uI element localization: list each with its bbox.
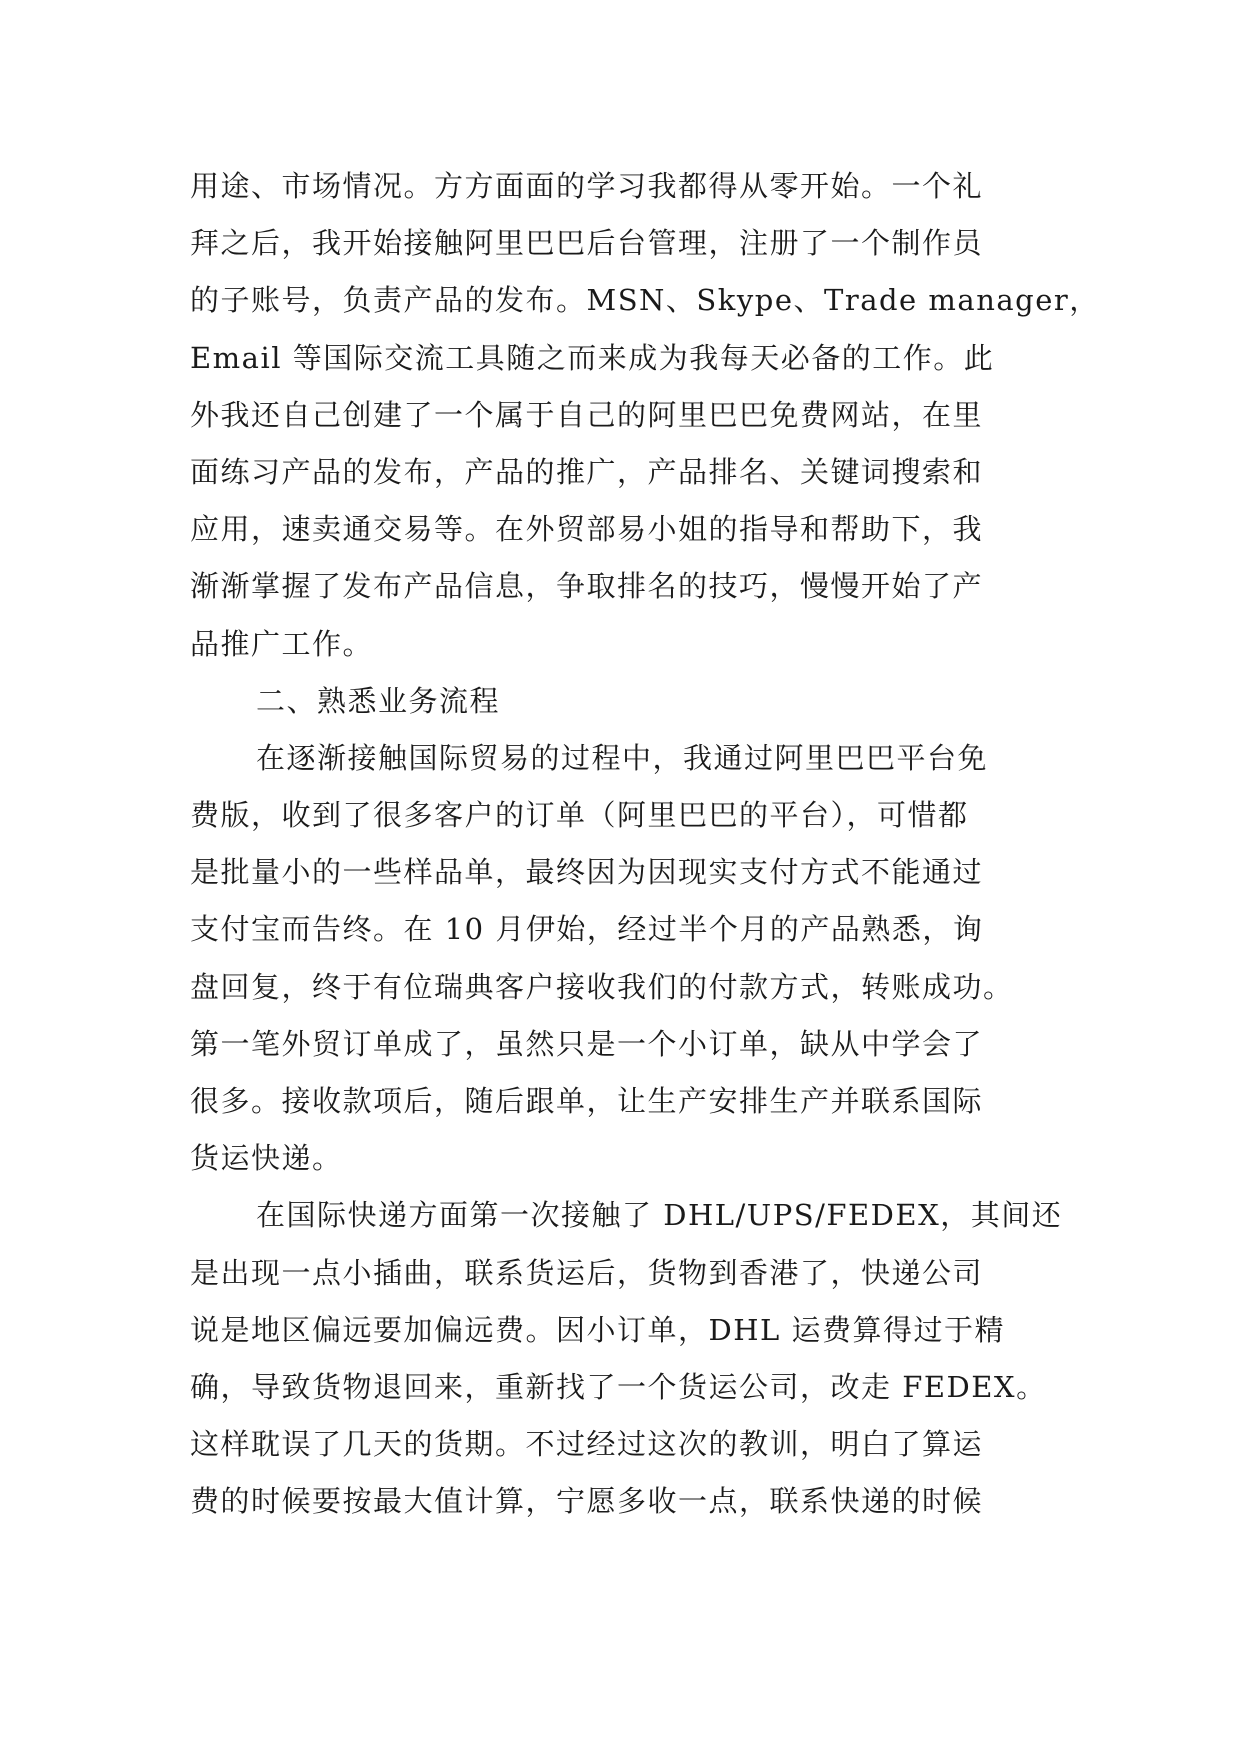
text-line: 费的时候要按最大值计算，宁愿多收一点，联系快递的时候 bbox=[190, 1484, 984, 1519]
text-line: 货运快递。 bbox=[190, 1141, 343, 1176]
text-line: 品推广工作。 bbox=[190, 626, 374, 661]
text-line: 说是地区偏远要加偏远费。因小订单，DHL 运费算得过于精 bbox=[190, 1312, 1006, 1347]
text-line: Email 等国际交流工具随之而来成为我每天必备的工作。此 bbox=[190, 340, 995, 375]
text-line: 确，导致货物退回来，重新找了一个货运公司，改走 FEDEX。 bbox=[190, 1369, 1047, 1404]
text-line: 很多。接收款项后，随后跟单，让生产安排生产并联系国际 bbox=[190, 1084, 984, 1118]
text-line: 用途、市场情况。方方面面的学习我都得从零开始。一个礼 bbox=[190, 169, 984, 203]
text-line: 在逐渐接触国际贸易的过程中，我通过阿里巴巴平台免 bbox=[256, 740, 989, 775]
text-line: 应用，速卖通交易等。在外贸部易小姐的指导和帮助下，我 bbox=[190, 512, 984, 547]
text-line: 的子账号，负责产品的发布。MSN、Skype、Trade manager， bbox=[190, 283, 1100, 318]
text-line: 支付宝而告终。在 10 月伊始，经过半个月的产品熟悉，询 bbox=[190, 912, 984, 947]
text-line: 是批量小的一些样品单，最终因为因现实支付方式不能通过 bbox=[190, 855, 984, 890]
text-line: 第一笔外贸订单成了，虽然只是一个小订单，缺从中学会了 bbox=[190, 1026, 984, 1061]
text-line: 这样耽误了几天的货期。不过经过这次的教训，明白了算运 bbox=[190, 1427, 984, 1462]
text-line: 拜之后，我开始接触阿里巴巴后台管理，注册了一个制作员 bbox=[190, 226, 984, 261]
text-line: 面练习产品的发布，产品的推广，产品排名、关键词搜索和 bbox=[190, 454, 984, 489]
text-line: 盘回复，终于有位瑞典客户接收我们的付款方式，转账成功。 bbox=[190, 969, 1014, 1004]
text-line: 外我还自己创建了一个属于自己的阿里巴巴免费网站，在里 bbox=[190, 397, 984, 432]
document-body bbox=[190, 158, 1100, 1531]
section-heading: 二、熟悉业务流程 bbox=[256, 683, 501, 718]
text-line: 在国际快递方面第一次接触了 DHL/UPS/FEDEX，其间还 bbox=[256, 1198, 1063, 1233]
text-line: 是出现一点小插曲，联系货运后，货物到香港了，快递公司 bbox=[190, 1255, 984, 1290]
text-line: 渐渐掌握了发布产品信息，争取排名的技巧，慢慢开始了产 bbox=[190, 569, 984, 604]
text-line: 费版，收到了很多客户的订单（阿里巴巴的平台），可惜都 bbox=[190, 798, 969, 833]
